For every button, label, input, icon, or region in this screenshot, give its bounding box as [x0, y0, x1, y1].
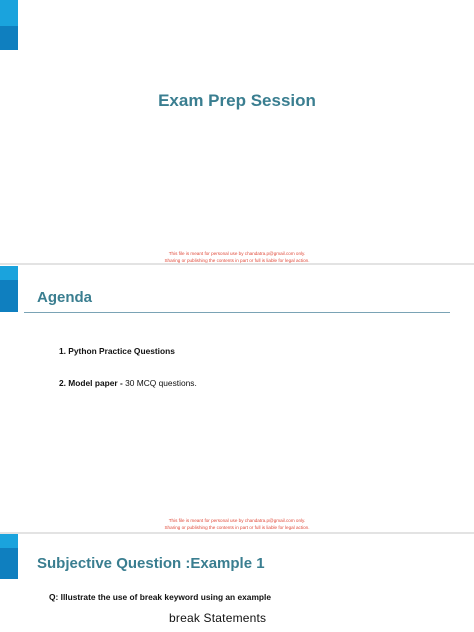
- agenda-item-2-label: 2. Model paper -: [59, 378, 123, 388]
- copyright-notice-line2: Sharing or publishing the contents in part or full is liable for legal action.: [164, 258, 310, 263]
- copyright-notice-line2: Sharing or publishing the contents in part or full is liable for legal action.: [164, 525, 310, 530]
- accent-bar-bottom: [0, 26, 18, 50]
- copyright-notice-line1: This file is meant for personal use by chandatra.p@gmail.com only.: [168, 251, 306, 256]
- copyright-notice-line1: This file is meant for personal use by chandatra.p@gmail.com only.: [168, 518, 306, 523]
- heading-rule: [24, 312, 450, 313]
- accent-bar-top: [0, 266, 18, 280]
- slide-subjective-question: [0, 534, 474, 632]
- slide-separator: [0, 263, 474, 265]
- agenda-item-2-detail: 30 MCQ questions.: [122, 378, 197, 388]
- question-text: Q: Illustrate the use of break keyword using an example: [49, 592, 272, 602]
- slide-agenda: [0, 266, 474, 532]
- break-statements-subheading: break Statements: [169, 611, 267, 625]
- accent-bar-bottom: [0, 280, 18, 312]
- slide-title-text: Exam Prep Session: [158, 91, 316, 110]
- agenda-item-2: [59, 378, 197, 388]
- agenda-item-1: 1. Python Practice Questions: [59, 346, 175, 356]
- accent-bar-top: [0, 0, 18, 26]
- slide-title: [0, 0, 474, 262]
- accent-bar-bottom: [0, 548, 18, 579]
- question-heading: Subjective Question :Example 1: [37, 555, 265, 572]
- agenda-heading: Agenda: [37, 289, 93, 306]
- accent-bar-top: [0, 534, 18, 548]
